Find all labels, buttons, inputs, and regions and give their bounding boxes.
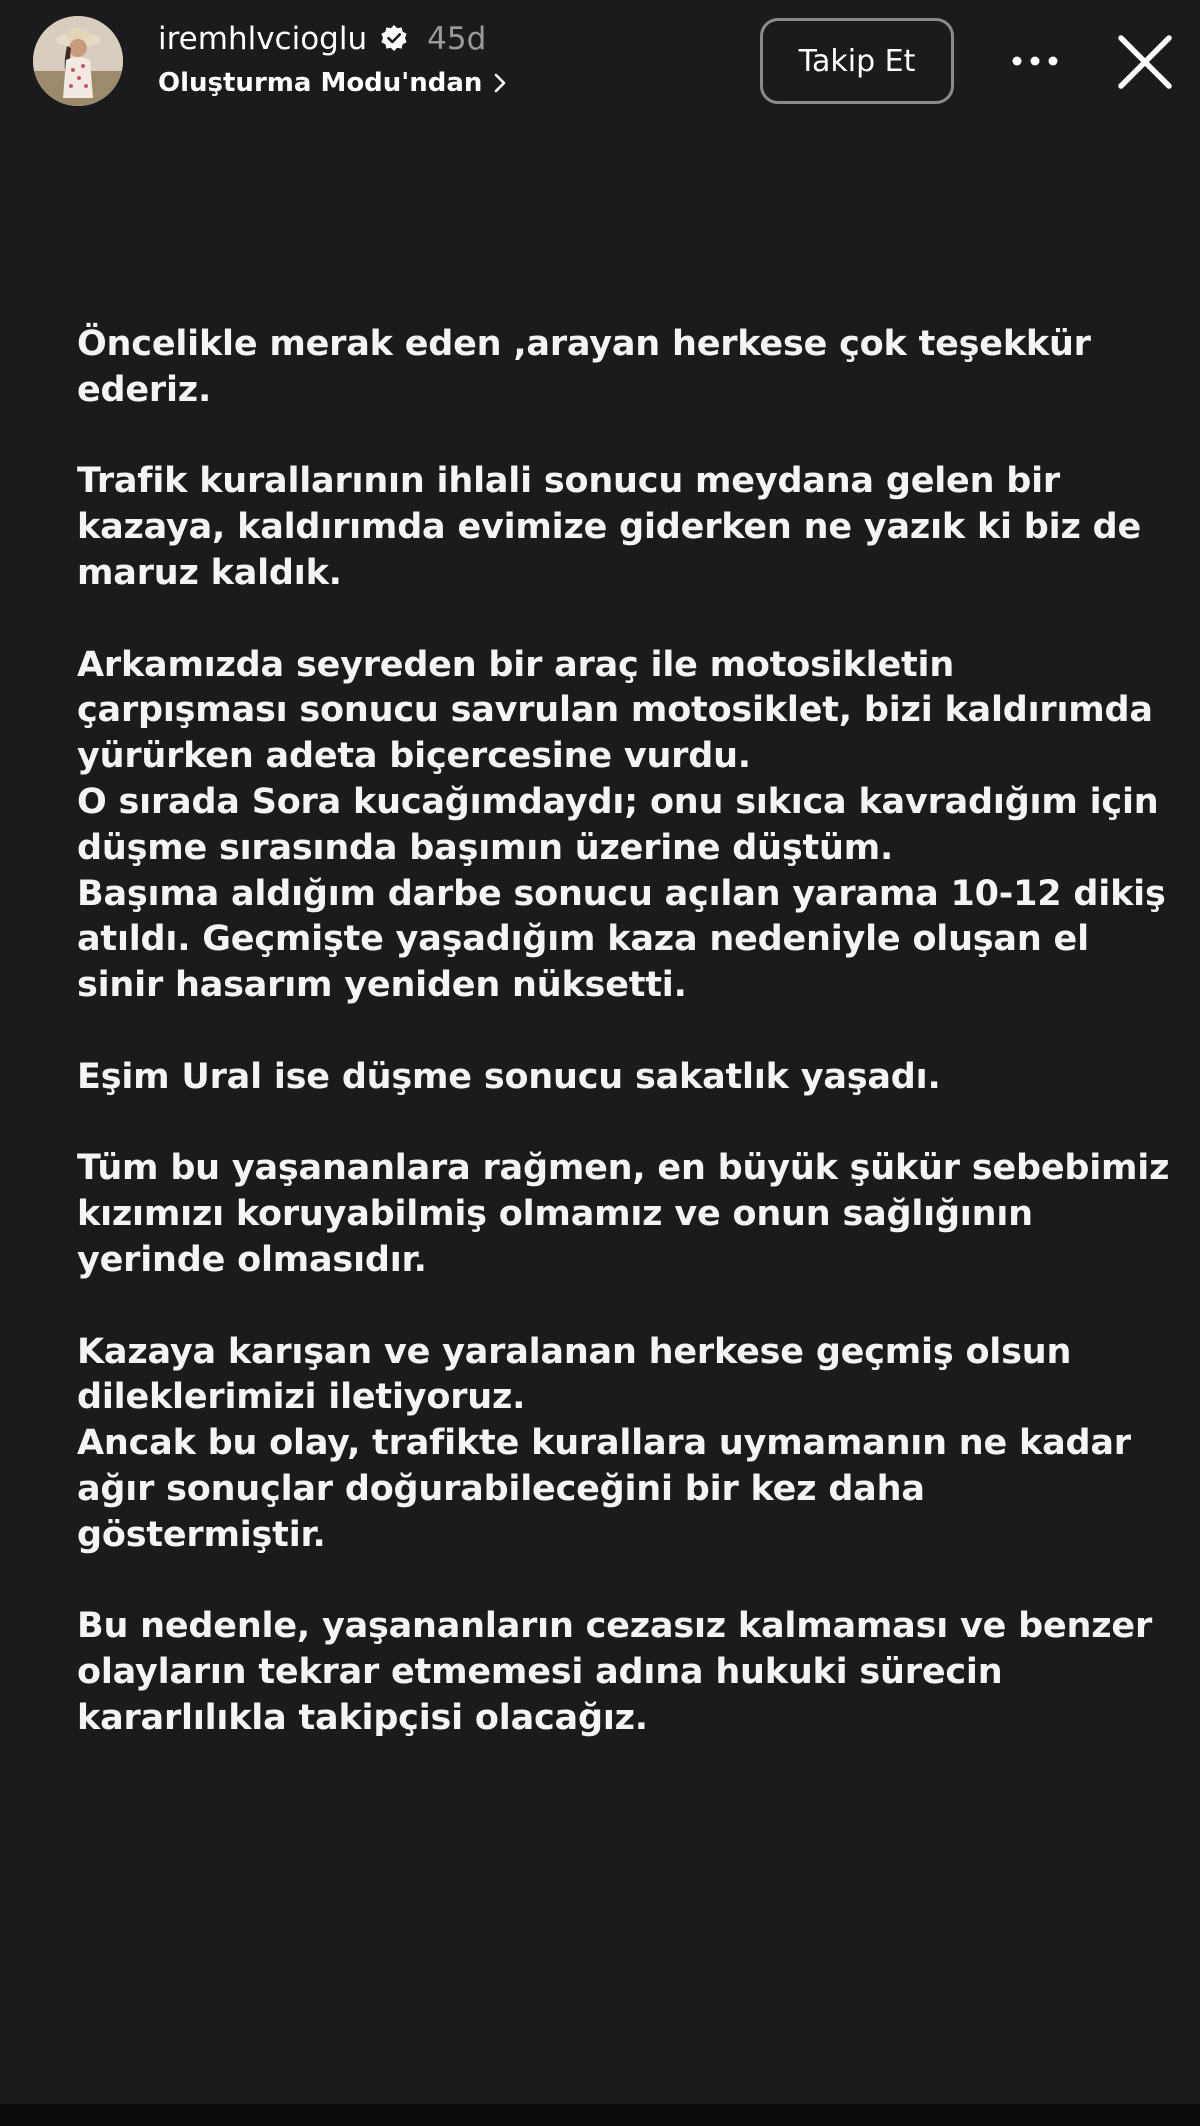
profile-avatar[interactable] [33,16,123,106]
story-line: Başıma aldığım darbe sonucu açılan yarama 10-12 dikiş [77,873,1166,914]
source-link[interactable] [158,66,508,100]
user-row [158,18,508,60]
story-line: ederiz. [77,369,212,410]
user-info [158,18,508,100]
follow-button[interactable]: Takip Et [760,18,954,104]
story-line: olayların tekrar etmemesi adına hukuki sürecin [77,1652,1003,1693]
story-line: yerinde olmasıdır. [77,1239,427,1280]
story-line: göstermiştir. [77,1514,326,1555]
story-line: Ancak bu olay, trafikte kurallara uymamanın ne kadar [77,1423,1131,1464]
story-line: çarpışması sonucu savrulan motosiklet, bizi kaldırımda [77,690,1153,731]
more-options-button[interactable] [1005,36,1065,86]
story-paragraph [77,1330,1157,1559]
story-paragraph [77,643,1166,1009]
story-line: kızımızı koruyabilmiş olmamız ve onun sağlığının [77,1194,1033,1235]
story-line: ağır sonuçlar doğurabileceğini bir kez daha [77,1468,925,1509]
story-line: Tüm bu yaşananlara rağmen, en büyük şükür sebebimiz [77,1148,1170,1189]
story-line: atıldı. Geçmişte yaşadığım kaza nedeniyle oluşan el [77,919,1089,960]
story-line: Öncelikle merak eden ,arayan herkese çok teşekkür [77,324,1091,364]
story-paragraph [77,1055,1157,1101]
more-dots-icon [1011,55,1059,67]
story-line: Bu nedenle, yaşananların cezasız kalmaması ve benzer [77,1606,1153,1647]
bottom-bar [0,2104,1200,2126]
story-text-body [77,322,1170,1742]
story-line: kararlılıkla takipçisi olacağız. [77,1697,648,1738]
time-ago: 45d [427,21,487,57]
verified-badge-icon [379,24,409,54]
chevron-right-icon [492,72,508,94]
story-line: Eşim Ural ise düşme sonucu sakatlık yaşadı. [77,1056,941,1097]
story-line: Trafik kurallarının ihlali sonucu meydana gelen bir [77,461,1060,502]
close-icon [1115,32,1175,92]
username[interactable]: iremhlvcioglu [158,21,368,57]
story-header [0,0,1200,130]
source-label[interactable]: Oluşturma Modu'ndan [158,68,483,98]
story-line: Arkamızda seyreden bir araç ile motosikletin [77,644,955,685]
story-line: düşme sırasında başımın üzerine düştüm. [77,827,894,868]
story-line: yürürken adeta biçercesine vurdu. [77,736,751,777]
story-line: kazaya, kaldırımda evimize giderken ne yazık ki biz de [77,507,1141,548]
close-button[interactable] [1115,32,1175,92]
avatar-photo-icon [33,16,123,106]
story-line: sinir hasarım yeniden nüksetti. [77,965,687,1006]
story-paragraph [77,1146,1170,1283]
story-line: O sırada Sora kucağımdaydı; onu sıkıca kavradığım için [77,781,1159,822]
story-line: Kazaya karışan ve yaralanan herkese geçmiş olsun [77,1331,1072,1372]
story-paragraph [77,322,1157,414]
story-paragraph [77,459,1157,596]
story-line: dileklerimizi iletiyoruz. [77,1377,526,1418]
story-line: maruz kaldık. [77,552,342,593]
story-paragraph [77,1604,1157,1741]
